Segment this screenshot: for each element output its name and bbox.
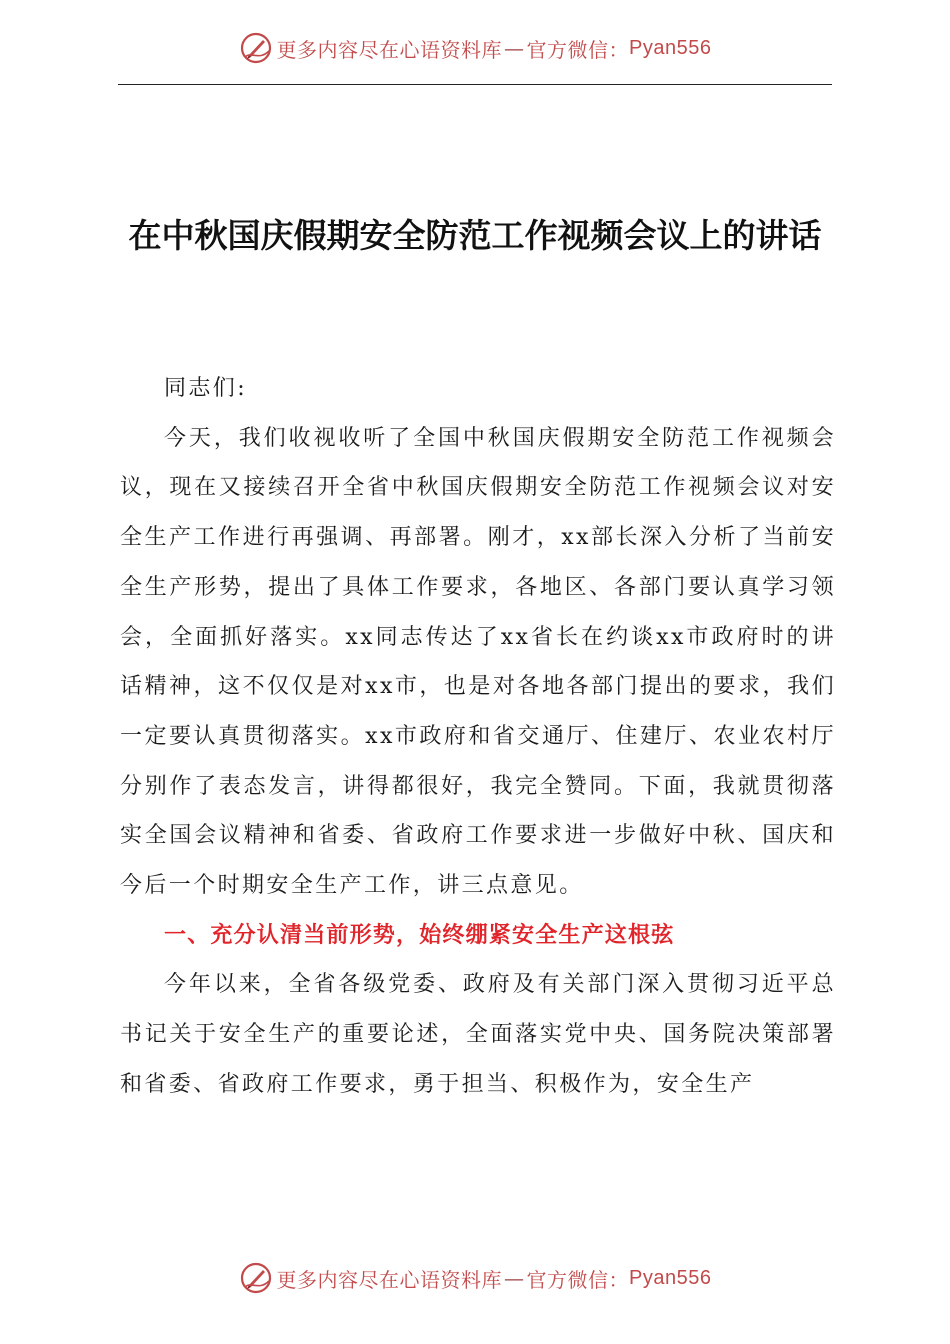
paragraph-intro: 今天，我们收视收听了全国中秋国庆假期安全防范工作视频会议，现在又接续召开全省中秋国庆假期安全防范工作视频会议对安全生产工作进行再强调、再部署。刚才，xx部长深入分析了当前安全生产形势，提出了具体工作要求，各地区、各部门要认真学习领会，全面抓好落实。xx同志传达了xx省长在约谈xx市政府时的讲话精神，这不仅仅是对xx市，也是对各地各部门提出的要求，我们一定要认真贯彻落实。xx市政府和省交通厅、住建厅、农业农村厅分别作了表态发言，讲得都很好，我完全赞同。下面，我就贯彻落实全国会议精神和省委、省政府工作要求进一步做好中秋、国庆和今后一个时期安全生产工作，讲三点意见。 bbox=[120, 425, 836, 899]
watermark-wechat-label: 官方微信： bbox=[526, 37, 630, 62]
paragraph-section-1: 今年以来，全省各级党委、政府及有关部门深入贯彻习近平总书记关于安全生产的重要论述，全面落实党中央、国务院决策部署和省委、省政府工作要求，勇于担当、积极作为，安全生产 bbox=[120, 972, 836, 1097]
watermark-text: 更多内容尽在心语资料库 bbox=[276, 1267, 503, 1292]
watermark-text: 更多内容尽在心语资料库 bbox=[276, 37, 503, 62]
watermark-separator: — bbox=[504, 36, 525, 60]
header-rule bbox=[118, 84, 832, 85]
pen-logo-icon bbox=[239, 1261, 273, 1295]
header-watermark bbox=[0, 28, 950, 68]
footer-watermark bbox=[0, 1258, 950, 1298]
section-heading-1: 一、充分认清当前形势，始终绷紧安全生产这根弦 bbox=[164, 922, 675, 948]
watermark-separator: — bbox=[504, 1266, 525, 1290]
salutation: 同志们: bbox=[164, 376, 248, 401]
watermark-wechat-id: Pyan556 bbox=[629, 1266, 712, 1289]
watermark-wechat-label: 官方微信： bbox=[526, 1267, 630, 1292]
pen-logo-icon bbox=[239, 31, 273, 65]
watermark-wechat-id: Pyan556 bbox=[629, 36, 712, 59]
document-body bbox=[120, 364, 836, 1110]
document-title: 在中秋国庆假期安全防范工作视频会议上的讲话 bbox=[128, 216, 822, 255]
